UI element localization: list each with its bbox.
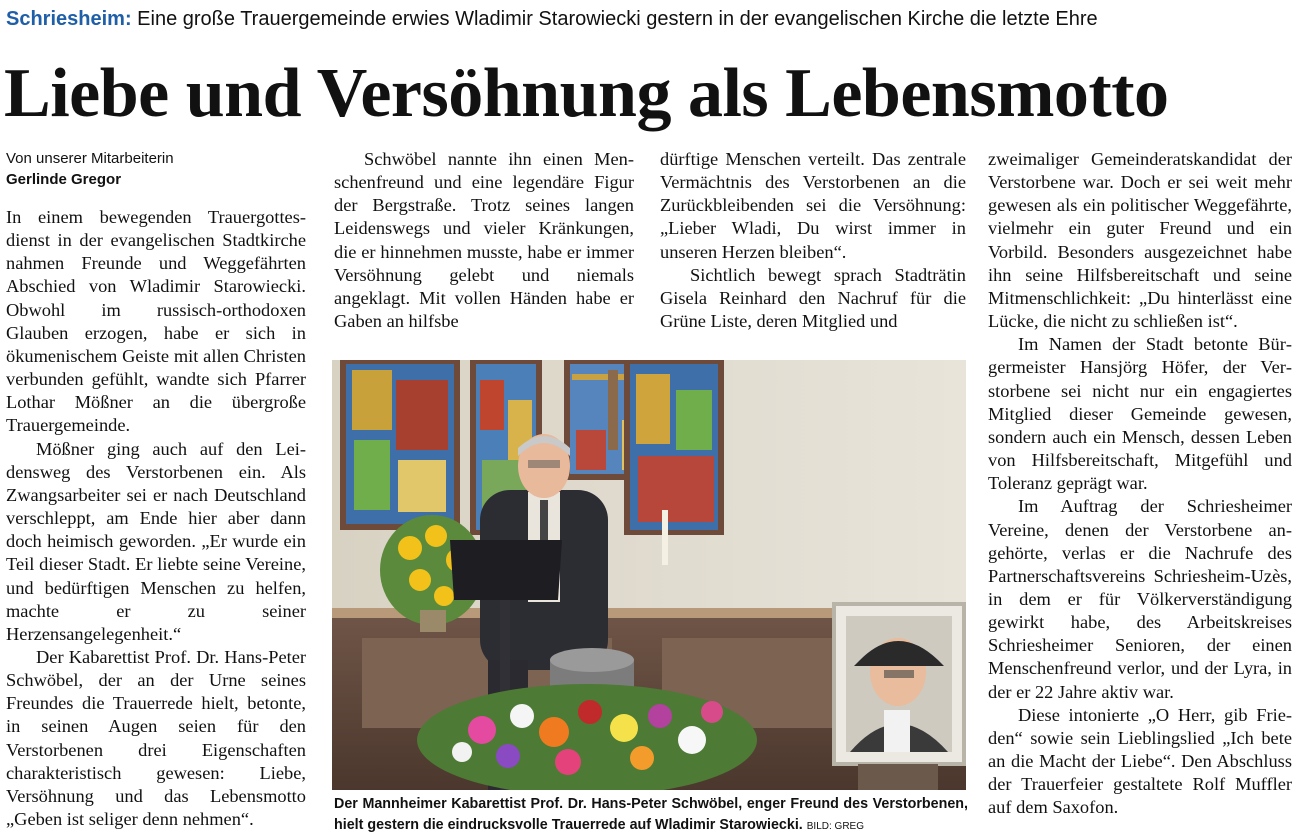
- kicker-line: [6, 6, 1290, 32]
- caption-text: Der Mannheimer Kabarettist Prof. Dr. Hans-Peter Schwöbel, enger Freund des Verstorbenen, hielt gestern die eindrucksvolle Trauerrede auf Wladimir Starowiecki.: [334, 796, 968, 833]
- paragraph: Diese intonierte „O Herr, gib Frieden“ sowie sein Lieblingslied „Ich bete an die Macht der Liebe“. Den Abschluss der Trauerfeier gestaltete Rolf Muffler auf dem Saxofon.: [988, 704, 1292, 818]
- paragraph: dürftige Menschen verteilt. Das zentrale Vermächtnis des Verstorbenen an die Zurückbleibenden sei die Versöhnung: „Lieber Wladi, Du wirst immer in unseren Herzen bleiben“.: [660, 149, 966, 262]
- photo-credit: BILD: GREG: [806, 821, 865, 832]
- byline-author: Gerlinde Gregor: [6, 171, 122, 188]
- paragraph: Im Namen der Stadt betonte Bürgermeister Hansjörg Höfer, der Verstorbene sei nicht nur ein engagiertes Mitglied dieser Gemeinde gewesen, sondern auch ein Mensch, dessen Leben von Hilfsbereitschaft, Mitgefühl und Toleranz geprägt war.: [988, 334, 1292, 494]
- photo-caption: [334, 794, 968, 837]
- headline: Liebe und Versöhnung als Lebensmotto: [4, 55, 1169, 132]
- article-column-4: [988, 148, 1292, 820]
- paragraph: Sichtlich bewegt sprach Stadträtin Gisela Reinhard den Nachruf für die Grüne Liste, deren Mitglied und: [660, 264, 966, 332]
- article-column-1: [6, 148, 306, 831]
- paragraph: zweimaliger Gemeinderatskandidat der Verstorbene war. Doch er sei weit mehr gewesen als ein politischer Weggefährte, vielmehr ein guter Freund und ein Vorbild. Besonders ausgezeichnet habe ihn seine Hilfsbereitschaft und seine Mitmenschlichkeit: „Du hinterlässt eine Lücke, die nicht zu schließen ist“.: [988, 149, 1292, 332]
- paragraph: In einem bewegenden Trauergottesdienst in der evangelischen Stadtkirche nahmen Freunde und Weggefährten Abschied von Wladimir Starowiecki. Obwohl im russisch-orthodoxen Glauben erzogen, habe er sich in ökumenischem Geiste mit allen Christen verbunden gefühlt, wandte sich Pfarrer Lothar Mößner an die übergroße Trauergemeinde.: [6, 207, 306, 436]
- byline-role: Von unserer Mitarbeiterin: [6, 150, 174, 167]
- paragraph: Schwöbel nannte ihn einen Menschenfreund und eine legendäre Figur der Bergstraße. Trotz seines langen Leidenswegs und vieler Kränkungen, die er hinnehmen musste, habe er immer Versöhnung gelebt und niemals angeklagt. Mit vollen Händen habe er Gaben an hilfsbe: [334, 149, 634, 332]
- kicker-place: Schriesheim:: [6, 8, 132, 30]
- kicker-text: Eine große Trauergemeinde erwies Wladimir Starowiecki gestern in der evangelischen Kirche die letzte Ehre: [131, 8, 1098, 30]
- article-column-2: [334, 148, 634, 333]
- paragraph: Der Kabarettist Prof. Dr. Hans-Peter Schwöbel, der an der Urne seines Freundes die Trauerrede hielt, betonte, in seinen Augen seien für den Verstorbenen drei Eigenschaften charakteristisch gewesen: Liebe, Versöhnung und das Lebensmotto „Geben ist seliger denn nehmen“.: [6, 646, 306, 830]
- paragraph: Mößner ging auch auf den Leidensweg des Verstorbenen ein. Als Zwangsarbeiter sei er nach Deutschland verschleppt, am Ende hier aber dann doch heimisch geworden. „Er wurde ein Teil dieser Stadt. Er liebte seine Vereine, und bedürftigen Menschen zu helfen, machte er zu seiner Herzensangelegenheit.“: [6, 438, 306, 644]
- byline: [6, 148, 306, 190]
- paragraph: Im Auftrag der Schriesheimer Vereine, denen der Verstorbene angehörte, verlas er die Nachrufe des Partnerschaftsvereins Schriesheim-Uzès, in dem er für Völkerverständigung gewirkt habe, des Arbeitskreises Schriesheimer Senioren, der einen Menschenfreund verlor, und der Lyra, in der er 22 Jahre aktiv war.: [988, 496, 1292, 702]
- church-interior-photo: [332, 360, 966, 790]
- article-photo: [332, 360, 966, 790]
- framed-portrait: [834, 604, 964, 790]
- article-column-3: [660, 148, 966, 333]
